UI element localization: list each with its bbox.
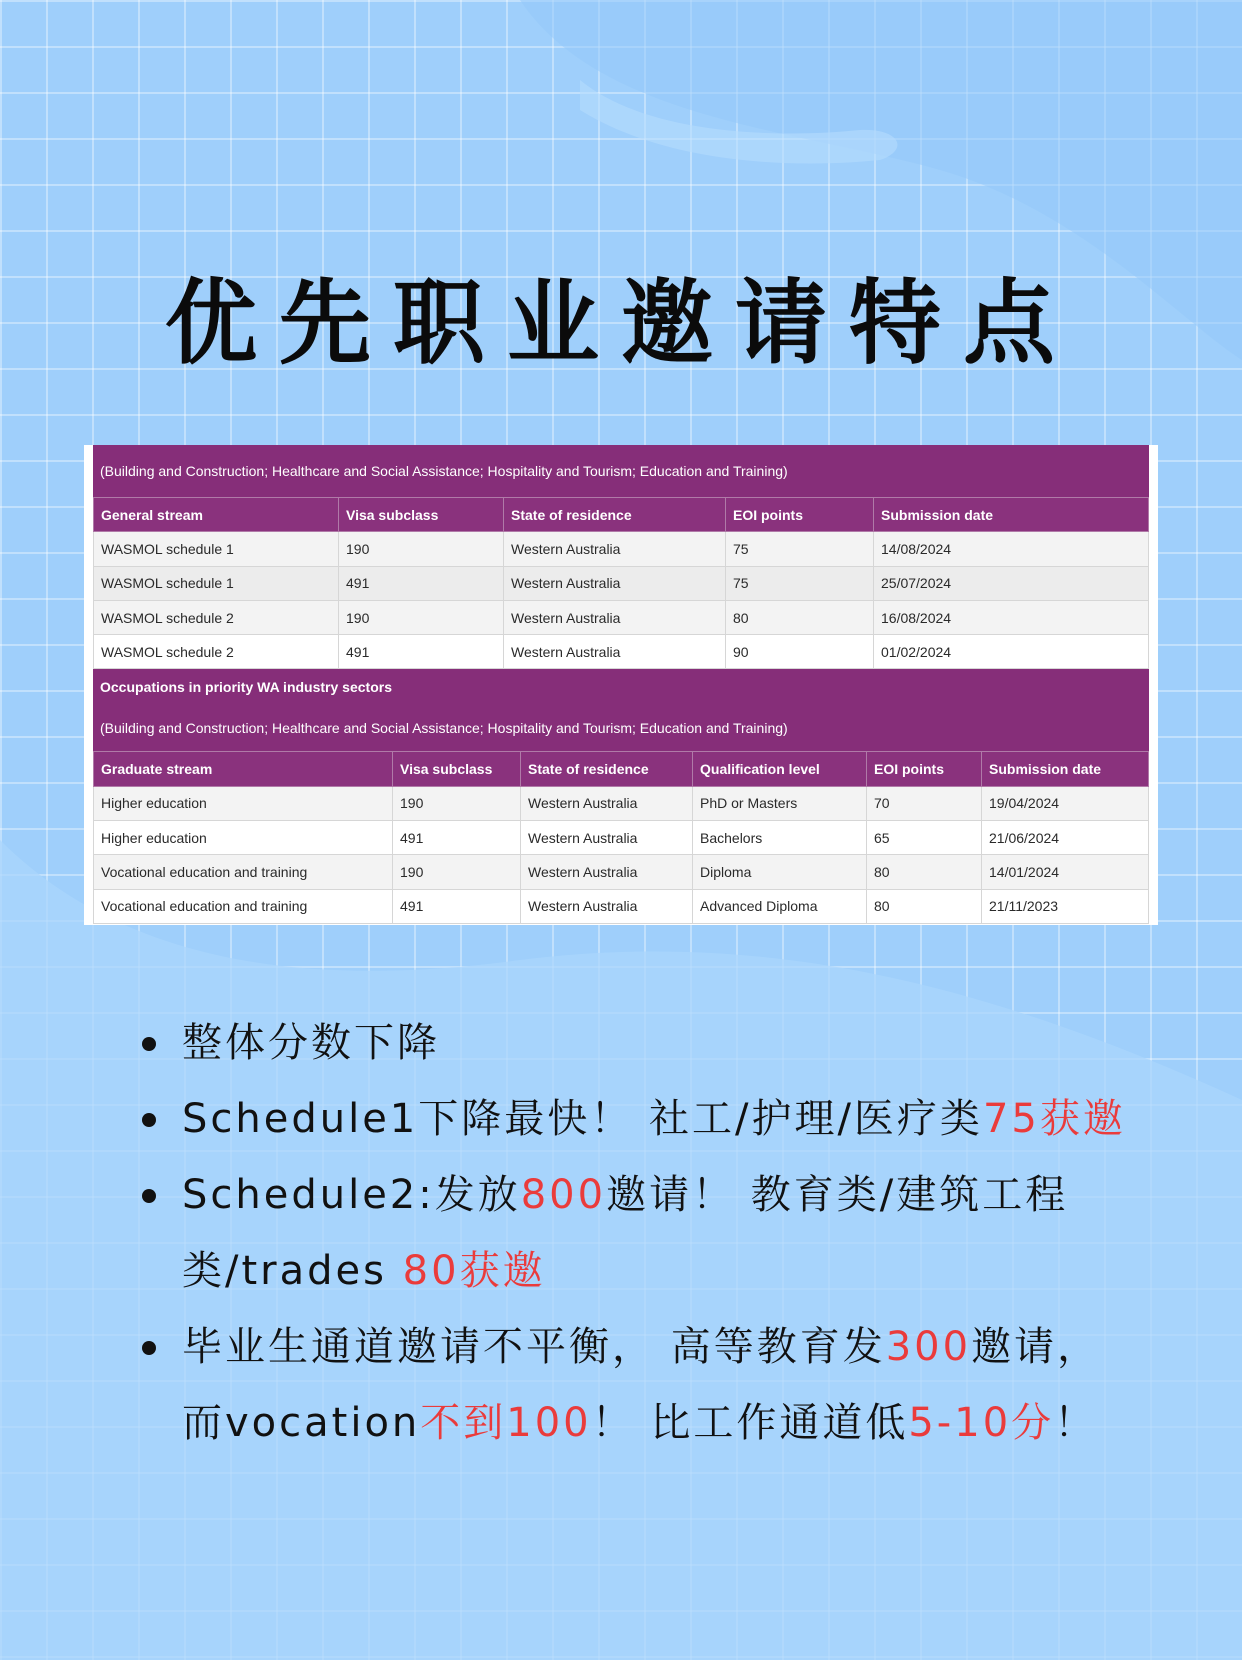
cell: WASMOL schedule 2	[94, 635, 339, 669]
cell: 491	[393, 821, 521, 855]
cell: Western Australia	[521, 786, 693, 820]
table-row	[94, 532, 1149, 566]
graduate-stream-table	[93, 751, 1149, 923]
bullet-dot-icon	[142, 1037, 156, 1051]
invitation-table	[93, 445, 1149, 497]
bullet-item	[140, 1005, 1200, 1081]
cell: WASMOL schedule 1	[94, 532, 339, 566]
cell: 190	[393, 786, 521, 820]
header-submission-date: Submission date	[874, 498, 1149, 532]
cell: Diploma	[693, 855, 867, 889]
cell: 190	[339, 532, 504, 566]
cell: Western Australia	[504, 635, 726, 669]
cell: 190	[339, 600, 504, 634]
header-visa-subclass: Visa subclass	[393, 752, 521, 786]
bullet-text: 整体分数下降	[182, 1020, 440, 1066]
priority-note: (Building and Construction; Healthcare and Social Assistance; Hospitality and Tourism; Education and Training)	[93, 705, 1149, 751]
header-general-stream: General stream	[94, 498, 339, 532]
page-title: 优先职业邀请特点	[164, 270, 1077, 377]
cell: 21/11/2023	[982, 889, 1149, 923]
highlight-text: 300	[885, 1324, 972, 1370]
cell: 14/01/2024	[982, 855, 1149, 889]
priority-heading-row	[93, 669, 1149, 705]
header-eoi-points: EOI points	[867, 752, 982, 786]
cell: Western Australia	[521, 821, 693, 855]
bullet-text: 而vocation	[182, 1400, 421, 1446]
cell: 01/02/2024	[874, 635, 1149, 669]
cell: 80	[867, 855, 982, 889]
sector-note: (Building and Construction; Healthcare and Social Assistance; Hospitality and Tourism; Education and Training)	[93, 445, 1149, 497]
priority-heading: Occupations in priority WA industry sectors	[93, 669, 1149, 705]
cell: 70	[867, 786, 982, 820]
highlight-text: 不到100	[420, 1400, 592, 1446]
cell: 19/04/2024	[982, 786, 1149, 820]
bullet-text: Schedule1下降最快！ 社工/护理/医疗类	[182, 1096, 983, 1142]
cell: 75	[726, 566, 874, 600]
bullet-text: Schedule2:发放	[182, 1172, 521, 1218]
cell: Advanced Diploma	[693, 889, 867, 923]
header-qualification-level: Qualification level	[693, 752, 867, 786]
cell: Bachelors	[693, 821, 867, 855]
priority-note-row	[93, 705, 1149, 751]
bullet-text: 类/trades	[182, 1248, 403, 1294]
cell: 25/07/2024	[874, 566, 1149, 600]
cell: 80	[726, 600, 874, 634]
bullet-dot-icon	[142, 1113, 156, 1127]
sector-note-row	[93, 445, 1149, 497]
table-row	[94, 635, 1149, 669]
cell: 14/08/2024	[874, 532, 1149, 566]
priority-band-table	[93, 669, 1149, 751]
header-visa-subclass: Visa subclass	[339, 498, 504, 532]
general-stream-table	[93, 497, 1149, 669]
table-row	[94, 821, 1149, 855]
cell: Western Australia	[504, 532, 726, 566]
graduate-header-row	[94, 752, 1149, 786]
bullet-dot-icon	[142, 1189, 156, 1203]
cell: 16/08/2024	[874, 600, 1149, 634]
bullet-text: 邀请！ 教育类/建筑工程	[606, 1172, 1069, 1218]
bullet-text: ！	[1054, 1400, 1098, 1446]
cell: Higher education	[94, 786, 393, 820]
header-submission-date: Submission date	[982, 752, 1149, 786]
cell: 491	[393, 889, 521, 923]
cell: 491	[339, 635, 504, 669]
cell: Vocational education and training	[94, 889, 393, 923]
bullet-text: 毕业生通道邀请不平衡， 高等教育发	[182, 1324, 886, 1370]
cell: PhD or Masters	[693, 786, 867, 820]
bullet-dot-icon	[142, 1341, 156, 1355]
highlight-text: 800	[520, 1172, 607, 1218]
header-graduate-stream: Graduate stream	[94, 752, 393, 786]
table-row	[94, 786, 1149, 820]
bullet-item	[140, 1309, 1200, 1461]
table-row	[94, 855, 1149, 889]
cell: WASMOL schedule 1	[94, 566, 339, 600]
cell: Western Australia	[521, 855, 693, 889]
cell: 21/06/2024	[982, 821, 1149, 855]
bullet-text: ！ 比工作通道低	[591, 1400, 909, 1446]
cell: Vocational education and training	[94, 855, 393, 889]
cell: 75	[726, 532, 874, 566]
table-row	[94, 889, 1149, 923]
header-eoi-points: EOI points	[726, 498, 874, 532]
cell: Western Australia	[504, 600, 726, 634]
cell: Western Australia	[521, 889, 693, 923]
highlight-text: 5-10分	[908, 1400, 1055, 1446]
bullet-item	[140, 1157, 1200, 1309]
bullet-text: 邀请，	[971, 1324, 1101, 1370]
cell: 65	[867, 821, 982, 855]
general-header-row	[94, 498, 1149, 532]
highlight-text: 80获邀	[402, 1248, 546, 1294]
cell: 90	[726, 635, 874, 669]
bullet-list	[140, 1005, 1200, 1461]
invitation-table-card	[84, 445, 1158, 925]
cell: Higher education	[94, 821, 393, 855]
header-state: State of residence	[521, 752, 693, 786]
table-row	[94, 600, 1149, 634]
header-state: State of residence	[504, 498, 726, 532]
highlight-text: 75获邀	[982, 1096, 1126, 1142]
cell: 80	[867, 889, 982, 923]
cell: 190	[393, 855, 521, 889]
cell: 491	[339, 566, 504, 600]
cell: WASMOL schedule 2	[94, 600, 339, 634]
cell: Western Australia	[504, 566, 726, 600]
bullet-item	[140, 1081, 1200, 1157]
table-row	[94, 566, 1149, 600]
